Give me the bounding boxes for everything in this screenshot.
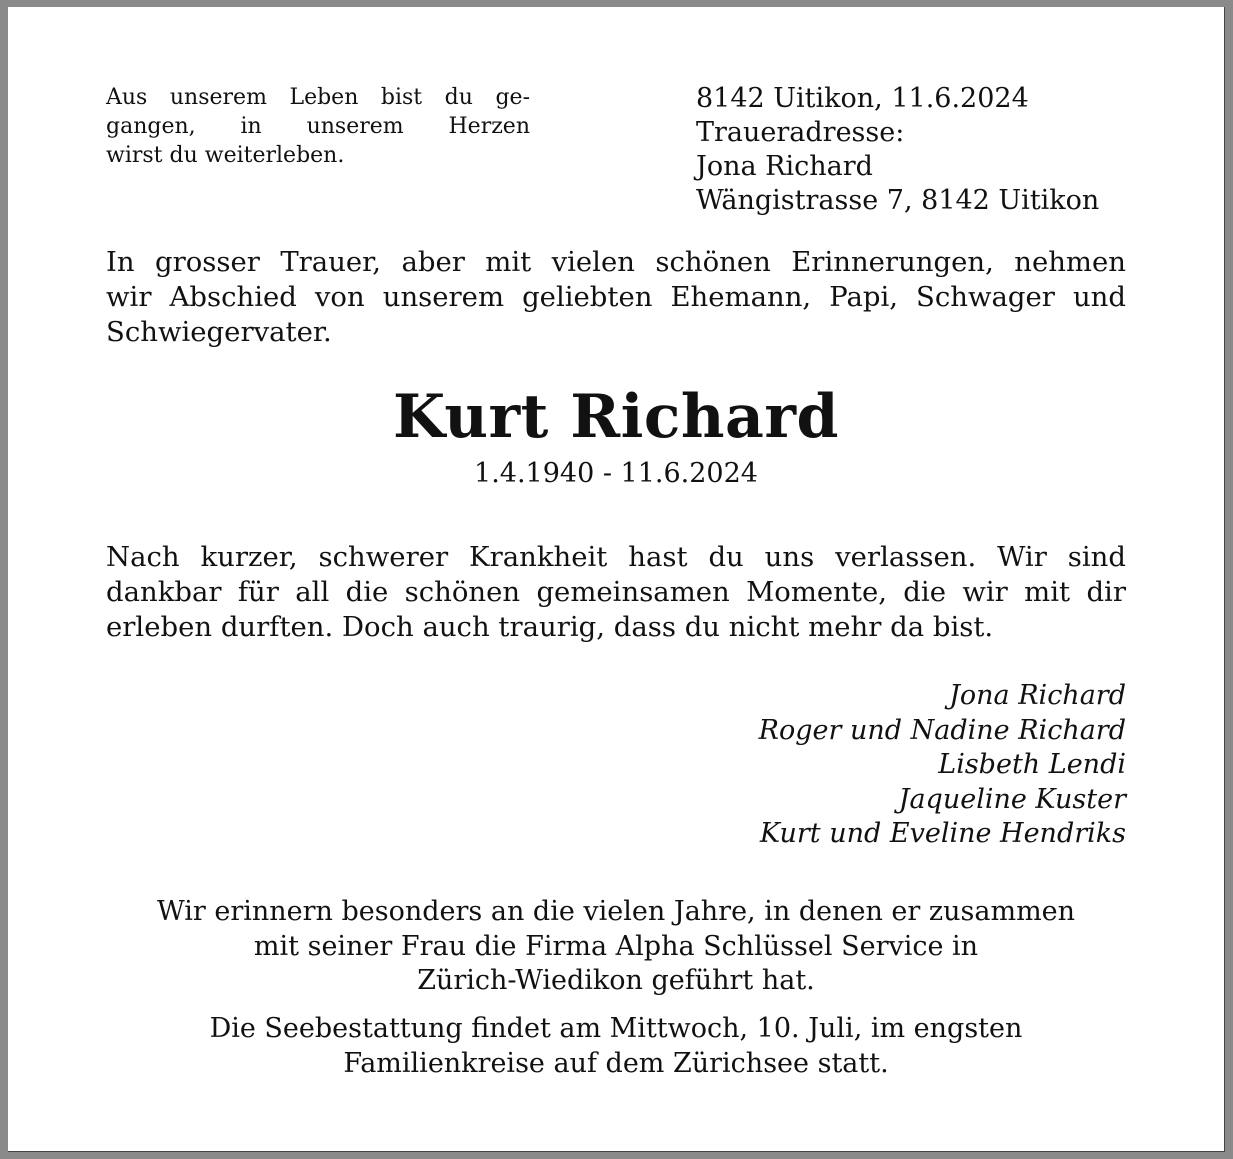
motto-line: gangen, in unserem Herzen	[106, 114, 530, 139]
message-line: Nach kurzer, schwerer Krankheit hast du uns verlassen. Wir sind	[106, 541, 1126, 573]
intro-line: Schwiegervater.	[106, 316, 332, 348]
message-line: erleben durften. Doch auch traurig, dass du nicht mehr da bist.	[106, 611, 994, 643]
mourning-address	[696, 82, 1099, 218]
burial-line: Die Seebestattung findet am Mittwoch, 10. Juli, im engsten	[209, 1013, 1023, 1044]
intro-paragraph	[106, 245, 1126, 350]
remembrance-paragraph	[8, 895, 1224, 999]
deceased-name: Kurt Richard	[393, 382, 839, 452]
message-line: dankbar für all die schönen gemeinsamen Momente, die wir mit dir	[106, 576, 1126, 608]
intro-line: In grosser Trauer, aber mit vielen schönen Erinnerungen, nehmen	[106, 246, 1126, 278]
intro-line: wir Abschied von unserem geliebten Ehemann, Papi, Schwager und	[106, 281, 1126, 313]
motto-quote	[106, 83, 530, 170]
signers-list	[759, 679, 1126, 852]
signer-name: Kurt und Eveline Hendriks	[759, 818, 1126, 849]
address-label: Traueradresse:	[696, 117, 905, 148]
burial-notice	[8, 1012, 1224, 1081]
remembrance-line: Wir erinnern besonders an die vielen Jahre, in denen er zusammen	[156, 896, 1076, 927]
burial-line: Familienkreise auf dem Zürichsee statt.	[343, 1047, 889, 1079]
obituary-page	[8, 7, 1225, 1152]
remembrance-line: mit seiner Frau die Firma Alpha Schlüssel Service in	[253, 930, 979, 962]
address-name: Jona Richard	[696, 151, 873, 182]
signer-name: Jona Richard	[949, 680, 1126, 711]
signer-name: Roger und Nadine Richard	[758, 714, 1126, 746]
place-date: 8142 Uitikon, 11.6.2024	[696, 83, 1029, 114]
signer-name: Jaqueline Kuster	[898, 783, 1126, 815]
life-dates: 1.4.1940 - 11.6.2024	[474, 458, 758, 489]
message-paragraph	[106, 540, 1126, 645]
signer-name: Lisbeth Lendi	[938, 749, 1126, 780]
remembrance-line: Zürich-Wiedikon geführt hat.	[417, 965, 815, 996]
motto-line: Aus unserem Leben bist du ge-	[106, 85, 530, 110]
motto-line: wirst du weiterleben.	[106, 143, 345, 168]
address-street: Wängistrasse 7, 8142 Uitikon	[696, 185, 1100, 216]
